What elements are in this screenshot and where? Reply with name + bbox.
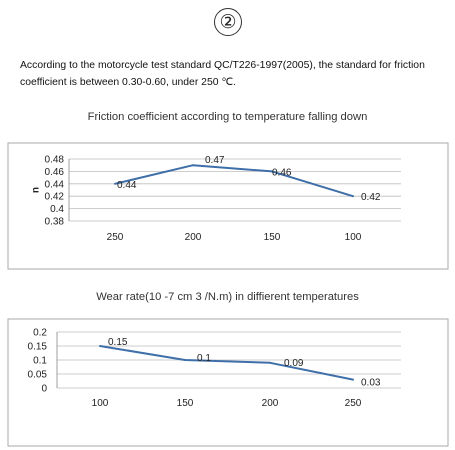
data-label: 0.15 xyxy=(108,337,128,348)
data-point xyxy=(269,362,271,364)
x-tick-label: 200 xyxy=(261,398,279,409)
intro-text: According to the motorcycle test standard QC/T226-1997(2005), the standard for friction coefficient is between 0.30-0.60, under 250 ℃. xyxy=(20,60,425,88)
y-tick-label: 0.46 xyxy=(44,166,64,178)
data-point xyxy=(184,359,186,361)
y-tick-label: 0.15 xyxy=(27,341,47,353)
y-tick-label: 0.42 xyxy=(44,191,64,203)
data-label: 0.47 xyxy=(205,155,225,167)
y-tick-label: 0.05 xyxy=(27,369,47,381)
chart-2 xyxy=(8,319,448,446)
data-point xyxy=(352,379,354,381)
y-tick-label: 0.2 xyxy=(33,327,47,339)
y-tick-label: 0.48 xyxy=(44,154,64,166)
x-tick-label: 200 xyxy=(184,232,202,243)
data-label: 0.1 xyxy=(197,353,211,364)
y-axis-label: u xyxy=(30,186,41,194)
chart-1 xyxy=(8,143,448,269)
data-label: 0.46 xyxy=(272,167,292,179)
chart-1-title: Friction coefficient according to temperature falling down xyxy=(87,111,368,123)
y-tick-label: 0.38 xyxy=(44,216,64,228)
y-tick-label: 0.1 xyxy=(33,355,47,367)
data-point xyxy=(192,164,194,166)
data-point xyxy=(99,345,101,347)
y-tick-label: 0.44 xyxy=(44,179,64,191)
x-tick-label: 150 xyxy=(176,398,194,409)
y-tick-label: 0 xyxy=(41,383,47,395)
chart-frame xyxy=(8,319,448,446)
data-label: 0.03 xyxy=(361,377,381,389)
data-label: 0.42 xyxy=(361,192,381,204)
chart-frame xyxy=(8,143,448,269)
step-number-badge: ② xyxy=(214,8,242,36)
x-tick-label: 250 xyxy=(344,398,362,409)
chart-2-title: Wear rate(10 -7 cm 3 /N.m) in diffierent temperatures xyxy=(96,291,359,303)
x-tick-label: 150 xyxy=(263,232,281,243)
data-point xyxy=(114,183,116,185)
y-tick-label: 0.4 xyxy=(50,204,64,216)
data-label: 0.09 xyxy=(284,357,304,369)
x-tick-label: 100 xyxy=(344,232,362,243)
data-point xyxy=(352,195,354,197)
x-tick-label: 250 xyxy=(106,232,124,243)
data-label: 0.44 xyxy=(117,179,137,191)
x-tick-label: 100 xyxy=(91,398,109,409)
